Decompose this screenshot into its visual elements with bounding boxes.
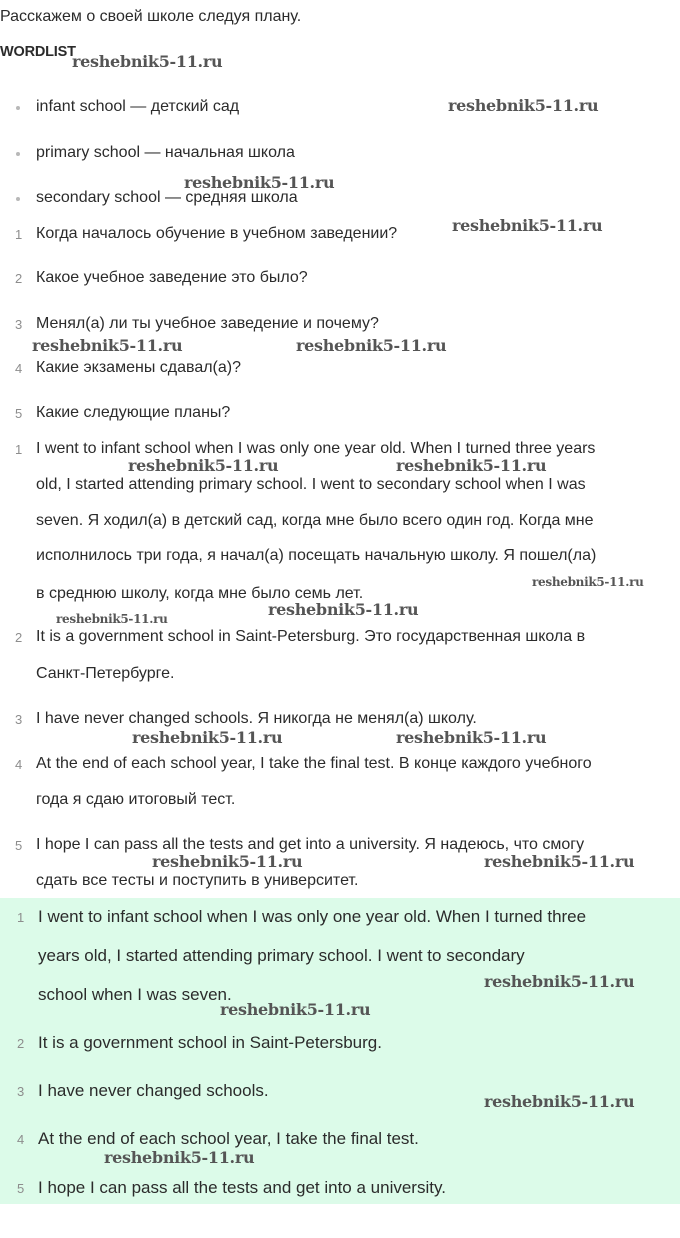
answer-line: seven. Я ходил(а) в детский сад, когда мне было всего один год. Когда мне — [36, 512, 594, 529]
summary-line: It is a government school in Saint-Petersburg. — [38, 1033, 382, 1052]
watermark: reshebnik5-11.ru — [532, 575, 644, 589]
answer-number: 2 — [15, 630, 23, 645]
answer-number: 3 — [15, 712, 23, 727]
summary-line: I hope I can pass all the tests and get into a university. — [38, 1178, 446, 1197]
wordlist-item: infant school — детский сад — [36, 98, 240, 115]
answer-line: It is a government school in Saint-Petersburg. Это государственная школа в — [36, 628, 586, 645]
answer-line: года я сдаю итоговый тест. — [36, 791, 236, 808]
watermark: reshebnik5-11.ru — [448, 96, 599, 115]
question-number: 3 — [15, 317, 23, 332]
watermark: reshebnik5-11.ru — [484, 852, 635, 871]
watermark: reshebnik5-11.ru — [268, 600, 419, 619]
question-number: 2 — [15, 271, 23, 286]
wordlist-item: primary school — начальная школа — [36, 144, 295, 161]
watermark: reshebnik5-11.ru — [220, 1000, 371, 1019]
question-number: 5 — [15, 406, 23, 421]
watermark: reshebnik5-11.ru — [484, 972, 635, 991]
summary-line: At the end of each school year, I take the final test. — [38, 1129, 419, 1148]
watermark: reshebnik5-11.ru — [128, 456, 279, 475]
wordlist-item: secondary school — средняя школа — [36, 189, 298, 206]
bullet-dot — [16, 197, 20, 201]
watermark: reshebnik5-11.ru — [396, 728, 547, 747]
summary-number: 4 — [17, 1132, 25, 1147]
intro-text: Расскажем о своей школе следуя плану. — [0, 8, 302, 25]
question-number: 4 — [15, 361, 23, 376]
answer-line: I hope I can pass all the tests and get into a university. Я надеюсь, что смогу — [36, 836, 585, 853]
summary-line: I went to infant school when I was only one year old. When I turned three — [38, 907, 587, 926]
watermark: reshebnik5-11.ru — [452, 216, 603, 235]
answer-line: сдать все тесты и поступить в университет. — [36, 872, 359, 889]
watermark: reshebnik5-11.ru — [184, 173, 335, 192]
summary-number: 2 — [17, 1036, 25, 1051]
answer-line: I have never changed schools. Я никогда не менял(а) школу. — [36, 710, 477, 727]
wordlist-title: WORDLIST — [0, 44, 76, 60]
bullet-dot — [16, 152, 20, 156]
summary-line: school when I was seven. — [38, 985, 232, 1004]
watermark: reshebnik5-11.ru — [296, 336, 447, 355]
answer-number: 4 — [15, 757, 23, 772]
watermark: reshebnik5-11.ru — [484, 1092, 635, 1111]
answer-number: 5 — [15, 838, 23, 853]
watermark: reshebnik5-11.ru — [72, 52, 223, 71]
question-text: Какие следующие планы? — [36, 404, 231, 421]
summary-line: I have never changed schools. — [38, 1081, 269, 1100]
question-text: Когда началось обучение в учебном заведении? — [36, 225, 398, 242]
answer-line: в среднюю школу, когда мне было семь лет. — [36, 585, 364, 602]
answer-line: Санкт-Петербурге. — [36, 665, 175, 682]
watermark: reshebnik5-11.ru — [152, 852, 303, 871]
watermark: reshebnik5-11.ru — [132, 728, 283, 747]
watermark: reshebnik5-11.ru — [56, 612, 168, 626]
answer-number: 1 — [15, 442, 23, 457]
summary-number: 1 — [17, 910, 25, 925]
answer-line: исполнилось три года, я начал(а) посещать начальную школу. Я пошел(ла) — [36, 547, 597, 564]
question-number: 1 — [15, 227, 23, 242]
summary-line: years old, I started attending primary school. I went to secondary — [38, 946, 525, 965]
summary-number: 5 — [17, 1181, 25, 1196]
answer-line: At the end of each school year, I take the final test. В конце каждого учебного — [36, 755, 592, 772]
question-text: Менял(а) ли ты учебное заведение и почему? — [36, 315, 379, 332]
watermark: reshebnik5-11.ru — [32, 336, 183, 355]
question-text: Какое учебное заведение это было? — [36, 269, 308, 286]
question-text: Какие экзамены сдавал(а)? — [36, 359, 241, 376]
watermark: reshebnik5-11.ru — [104, 1148, 255, 1167]
answer-line: I went to infant school when I was only one year old. When I turned three years — [36, 440, 596, 457]
watermark: reshebnik5-11.ru — [396, 456, 547, 475]
bullet-dot — [16, 106, 20, 110]
answer-line: old, I started attending primary school. I went to secondary school when I was — [36, 476, 586, 493]
summary-number: 3 — [17, 1084, 25, 1099]
